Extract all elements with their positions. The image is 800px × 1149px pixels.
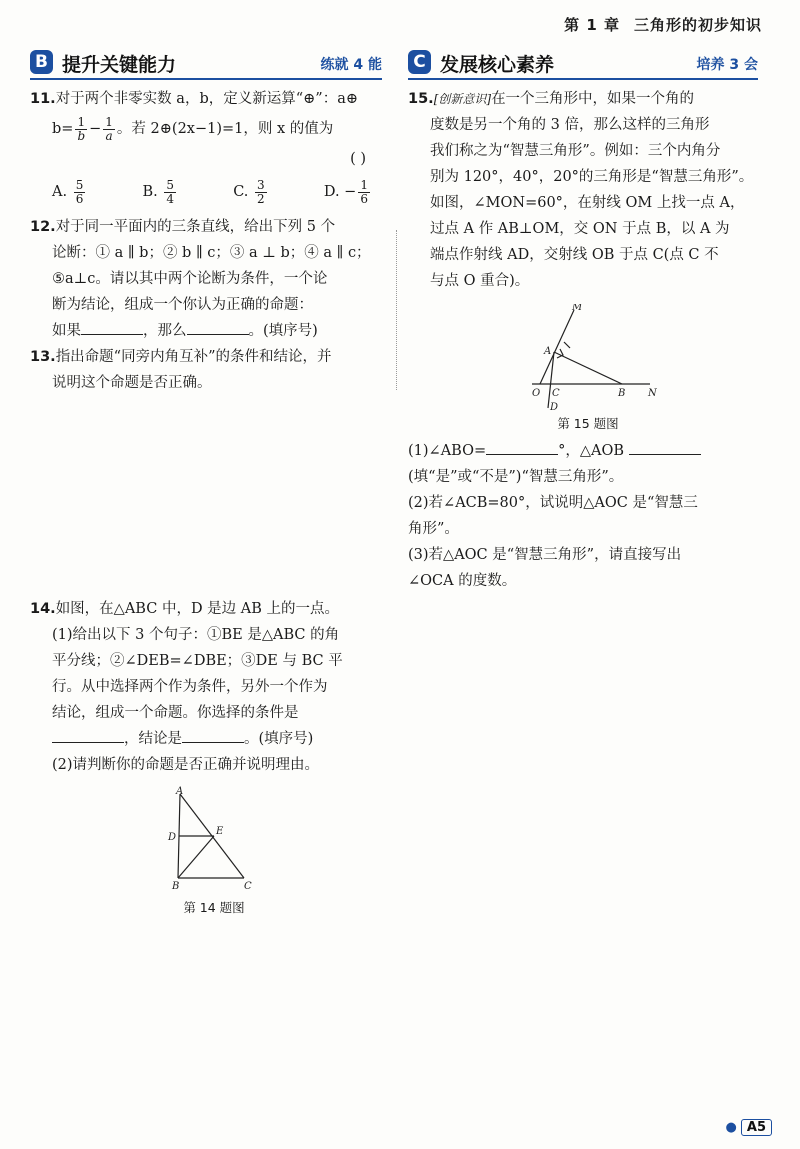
q15-figure bbox=[518, 304, 658, 412]
section-b-header bbox=[30, 48, 382, 80]
q11-options bbox=[30, 172, 382, 212]
q15-label-d: D bbox=[550, 402, 559, 412]
q15-judgement-blank[interactable] bbox=[629, 438, 701, 455]
q15-p1b: °，△AOB bbox=[558, 443, 625, 459]
chapter-label: 第 1 章 bbox=[564, 16, 620, 34]
q12-line2: 论断：① a ∥ b；② b ∥ c；③ a ⊥ b；④ a ∥ c； bbox=[52, 245, 371, 261]
q14-p1-line5b: ，结论是 bbox=[124, 731, 182, 747]
q15-label-m: M bbox=[572, 304, 583, 313]
q14-p1-line5c: 。(填序号) bbox=[244, 731, 314, 747]
section-b-badge: B bbox=[30, 50, 53, 74]
q15-p1a: (1)∠ABO= bbox=[408, 443, 487, 459]
q15-number: 15. bbox=[408, 91, 434, 107]
q14-figure bbox=[158, 786, 268, 896]
q15-label-c: C bbox=[552, 388, 560, 399]
q12-line3: ⑤a⊥c。请以其中两个论断为条件，一个论 bbox=[52, 271, 328, 287]
q15-tag: [创新意识] bbox=[433, 92, 492, 106]
q11-option-b[interactable]: B. $\frac{5}{4}$ bbox=[142, 177, 175, 206]
q12-conclusion-blank[interactable] bbox=[187, 318, 249, 335]
section-c-header bbox=[408, 48, 758, 80]
q15-line6: 过点 A 作 AB⊥OM，交 ON 于点 B，以 A 为 bbox=[430, 221, 730, 237]
q14-p2: (2)请判断你的命题是否正确并说明理由。 bbox=[52, 757, 320, 773]
q12-line1: 对于同一平面内的三条直线，给出下列 5 个 bbox=[55, 219, 336, 235]
q11-line2-post: 。若 2⊕(2x−1)=1，则 x 的值为 bbox=[116, 121, 334, 137]
page-number bbox=[726, 1120, 772, 1135]
q14-p1-line3: 行。从中选择两个作为条件，另外一个作为 bbox=[52, 679, 328, 695]
q15-p3-line1: (3)若△AOC 是“智慧三角形”，请直接写出 bbox=[408, 547, 682, 563]
q15-angle-blank[interactable] bbox=[486, 438, 558, 455]
q15-line3: 我们称之为“智慧三角形”。例如：三个内角分 bbox=[430, 143, 721, 159]
section-b-tag: 练就 4 能 bbox=[320, 57, 382, 73]
column-divider bbox=[396, 230, 397, 390]
q12-line4: 断为结论，组成一个你认为正确的命题： bbox=[52, 297, 313, 313]
q12-condition-blank[interactable] bbox=[81, 318, 143, 335]
q11-option-c[interactable]: C. $\frac{3}{2}$ bbox=[233, 177, 265, 206]
q15-label-n: N bbox=[648, 388, 657, 399]
section-c-badge: C bbox=[408, 50, 431, 74]
q15-line2: 度数是另一个角的 3 倍，那么这样的三角形 bbox=[430, 117, 710, 133]
question-12 bbox=[30, 214, 382, 344]
q14-label-a: A bbox=[176, 786, 184, 797]
left-column bbox=[30, 48, 382, 915]
q11-answer-paren[interactable]: ( ) bbox=[350, 151, 366, 167]
q14-line1: 如图，在△ABC 中，D 是边 AB 上的一点。 bbox=[55, 601, 340, 617]
q15-line7: 端点作射线 AD，交射线 OB 于点 C(点 C 不 bbox=[430, 247, 719, 263]
section-c-tag: 培养 3 会 bbox=[696, 57, 758, 73]
q15-p2-line2: 角形”。 bbox=[408, 521, 459, 537]
q14-label-b: B bbox=[172, 881, 180, 892]
q13-line1: 指出命题“同旁内角互补”的条件和结论，并 bbox=[55, 349, 332, 365]
right-column bbox=[408, 48, 758, 594]
section-b-title: 提升关键能力 bbox=[62, 54, 177, 76]
q13-number: 13. bbox=[30, 349, 56, 365]
page-number-label: A5 bbox=[741, 1119, 772, 1136]
question-13 bbox=[30, 344, 382, 396]
q11-line1: 对于两个非零实数 a，b，定义新运算“⊕”：a⊕ bbox=[55, 91, 358, 107]
q14-condition-blank[interactable] bbox=[52, 726, 124, 743]
q13-line2: 说明这个命题是否正确。 bbox=[52, 375, 212, 391]
q12-hint: 。(填序号) bbox=[248, 323, 318, 339]
q12-number: 12. bbox=[30, 219, 56, 235]
q11-frac-2: $\frac{1}{a}$ bbox=[105, 114, 113, 143]
q11-number: 11. bbox=[30, 91, 56, 107]
q14-number: 14. bbox=[30, 601, 56, 617]
q11-option-a[interactable]: A. $\frac{5}{6}$ bbox=[52, 177, 84, 206]
chapter-title: 三角形的初步知识 bbox=[633, 16, 762, 34]
question-14 bbox=[30, 596, 382, 916]
question-15 bbox=[408, 86, 758, 594]
q15-line4: 别为 120°，40°，20°的三角形是“智慧三角形”。 bbox=[430, 169, 754, 185]
q15-p2-line1: (2)若∠ACB=80°，试说明△AOC 是“智慧三 bbox=[408, 495, 698, 511]
q14-label-d: D bbox=[168, 832, 177, 843]
q11-minus: − bbox=[89, 121, 102, 137]
section-c-title: 发展核心素养 bbox=[440, 54, 555, 76]
q15-caption: 第 15 题图 bbox=[557, 416, 619, 431]
q12-if: 如果 bbox=[52, 323, 81, 339]
q15-line8: 与点 O 重合)。 bbox=[430, 273, 530, 289]
q14-p1-line2: 平分线；②∠DEB=∠DBE；③DE 与 BC 平 bbox=[52, 653, 343, 669]
q15-label-o: O bbox=[532, 388, 541, 399]
chapter-header bbox=[564, 14, 762, 35]
q12-then: ，那么 bbox=[143, 323, 187, 339]
q14-conclusion-blank[interactable] bbox=[182, 726, 244, 743]
q15-label-b: B bbox=[618, 388, 626, 399]
q14-label-c: C bbox=[244, 881, 252, 892]
q15-line1: 在一个三角形中，如果一个角的 bbox=[491, 91, 695, 107]
q11-line2-pre: b= bbox=[52, 121, 74, 137]
q11-frac-1: $\frac{1}{b}$ bbox=[77, 114, 86, 143]
q14-p1-line1: (1)给出以下 3 个句子：①BE 是△ABC 的角 bbox=[52, 627, 340, 643]
q15-line5: 如图，∠MON=60°，在射线 OM 上找一点 A， bbox=[430, 195, 745, 211]
q11-option-d[interactable]: D. − $\frac{1}{6}$ bbox=[323, 177, 368, 206]
q14-p1-line4: 结论，组成一个命题。你选择的条件是 bbox=[52, 705, 299, 721]
q15-label-a: A bbox=[544, 346, 552, 357]
q15-p3-line2: ∠OCA 的度数。 bbox=[408, 573, 517, 589]
page-dot-icon: ● bbox=[725, 1120, 737, 1135]
q14-caption: 第 14 题图 bbox=[183, 900, 245, 915]
question-11 bbox=[30, 86, 382, 212]
q14-label-e: E bbox=[216, 826, 224, 837]
q15-p1c: (填“是”或“不是”)“智慧三角形”。 bbox=[408, 469, 624, 485]
